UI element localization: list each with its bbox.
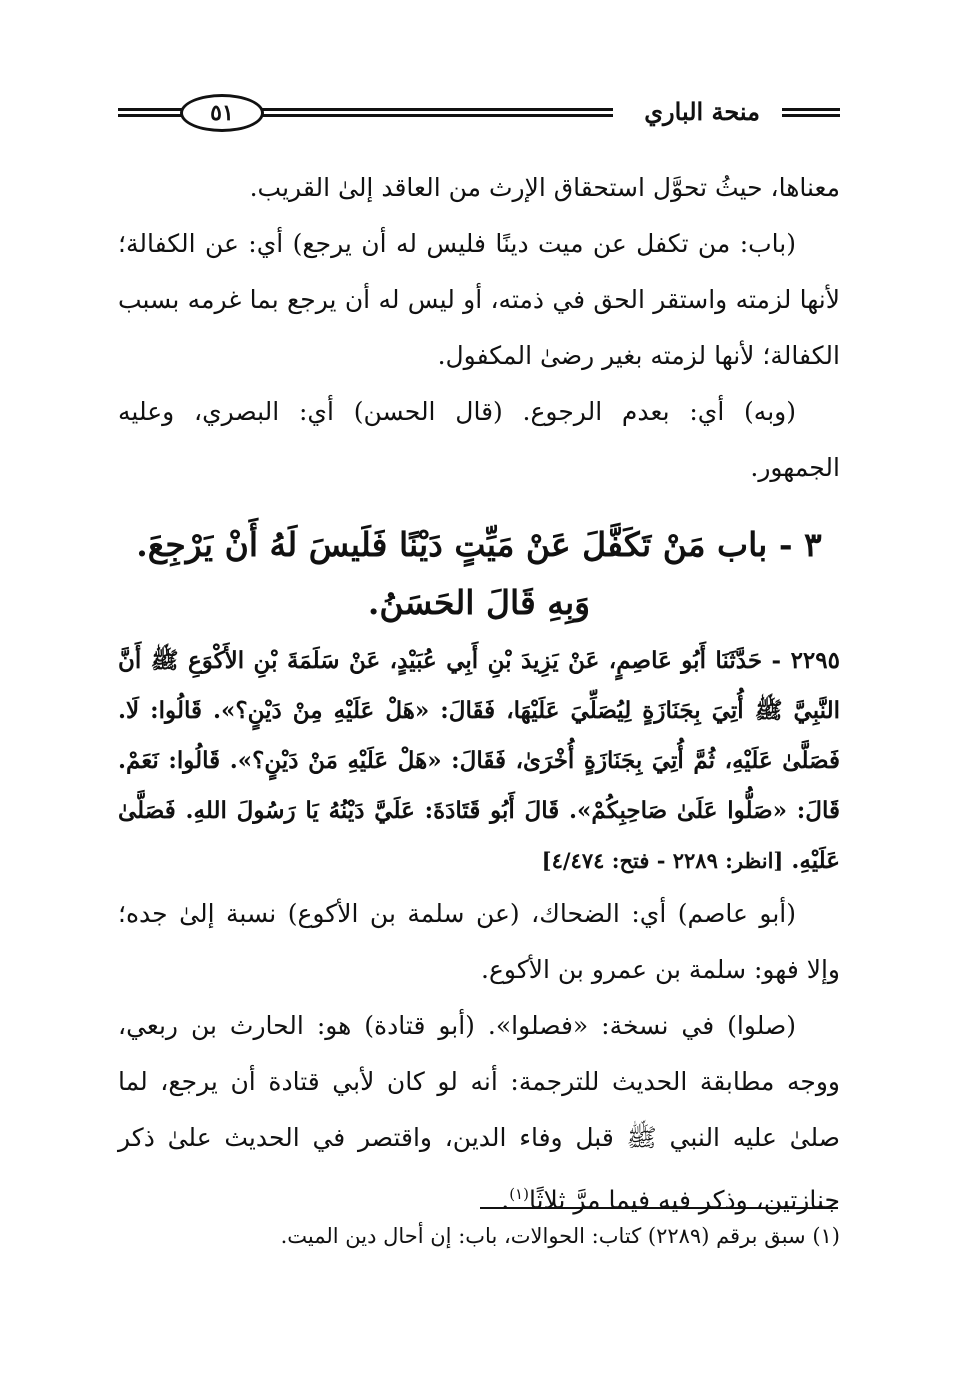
paragraph-3: (وبه) أي: بعدم الرجوع. (قال الحسن) أي: البصري، وعليه الجمهور.	[118, 397, 840, 482]
hadith-body: ٢٢٩٥ - حَدَّثَنَا أَبُو عَاصِمٍ، عَنْ يَزِيدَ بْنِ أَبِي عُبَيْدٍ، عَنْ سَلَمَةَ بْنِ الأَكْوَعِ ﷺ أَنَّ النَّبِيَّ ﷺ أُتِيَ بِجَنَازَةٍ لِيُصَلِّيَ عَلَيْهَا، فَقَالَ: «هَلْ عَلَيْهِ مِنْ دَيْنٍ؟». قَالُوا: لَا. فَصَلَّىٰ عَلَيْهِ، ثُمَّ أُتِيَ بِجَنَازَةٍ أُخْرَىٰ، فَقَالَ: «هَلْ عَلَيْهِ مَنْ دَيْنٍ؟». قَالُوا: نَعَمْ. قَالَ: «صَلُّوا عَلَىٰ صَاحِبِكُمْ». قَالَ أَبُو قَتَادَةَ: عَلَيَّ دَيْنُهُ يَا رَسُولَ اللهِ. فَصَلَّىٰ عَلَيْهِ.	[118, 647, 840, 874]
chapter-title-line-2: وَبِهِ قَالَ الحَسَنُ.	[367, 583, 591, 622]
hadith-text	[118, 636, 840, 886]
paragraph-1: معناها، حيثُ تحوَّل استحقاق الإرث من العاقد إلىٰ القريب.	[249, 173, 840, 202]
header-rule-right	[782, 108, 840, 117]
hadith-reference: [انظر: ٢٢٨٩ - فتح: ٤/٤٧٤]	[541, 848, 784, 873]
header-rule-middle	[253, 108, 613, 117]
footnote-divider	[480, 1207, 838, 1209]
running-header	[118, 88, 840, 138]
footnote-marker: (١)	[509, 1185, 529, 1203]
chapter-title-line-1: ٣ - باب مَنْ تَكَفَّلَ عَنْ مَيِّتٍ دَيْنًا فَلَيسَ لَهُ أَنْ يَرْجِعَ.	[136, 525, 822, 564]
chapter-title	[118, 516, 840, 632]
running-title: منحة الباري	[644, 97, 760, 126]
paragraph-4: (أبو عاصم) أي: الضحاك، (عن سلمة بن الأكوع) نسبة إلىٰ جده؛ وإلا فهو: سلمة بن عمرو بن الأكوع.	[118, 899, 840, 984]
header-rule-left	[118, 108, 188, 117]
footnote-1: (١) سبق برقم (٢٢٨٩) كتاب: الحوالات، باب: إن أحال دين الميت.	[280, 1224, 840, 1248]
main-text	[118, 160, 840, 1228]
page-number: ٥١	[180, 94, 264, 132]
paragraph-5-end: .	[501, 1185, 510, 1215]
paragraph-2: (باب: من تكفل عن ميت دينًا فليس له أن يرجع) أي: عن الكفالة؛ لأنها لزمته واستقر الحق في ذمته، أو ليس له أن يرجع بما غرمه بسبب الكفالة؛ لأنها لزمته بغير رضىٰ المكفول.	[118, 229, 840, 370]
paragraph-5	[118, 998, 840, 1228]
paragraph-5-text: (صلوا) في نسخة: «فصلوا». (أبو قتادة) هو: الحارث بن ربعي، ووجه مطابقة الحديث للترجمة: أنه لو كان لأبي قتادة أن يرجع، لما صلىٰ عليه النبي ﷺ قبل وفاء الدين، واقتصر في الحديث علىٰ ذكر جنازتين، وذكر فيه فيما مرَّ ثلاثًا	[118, 1011, 840, 1215]
